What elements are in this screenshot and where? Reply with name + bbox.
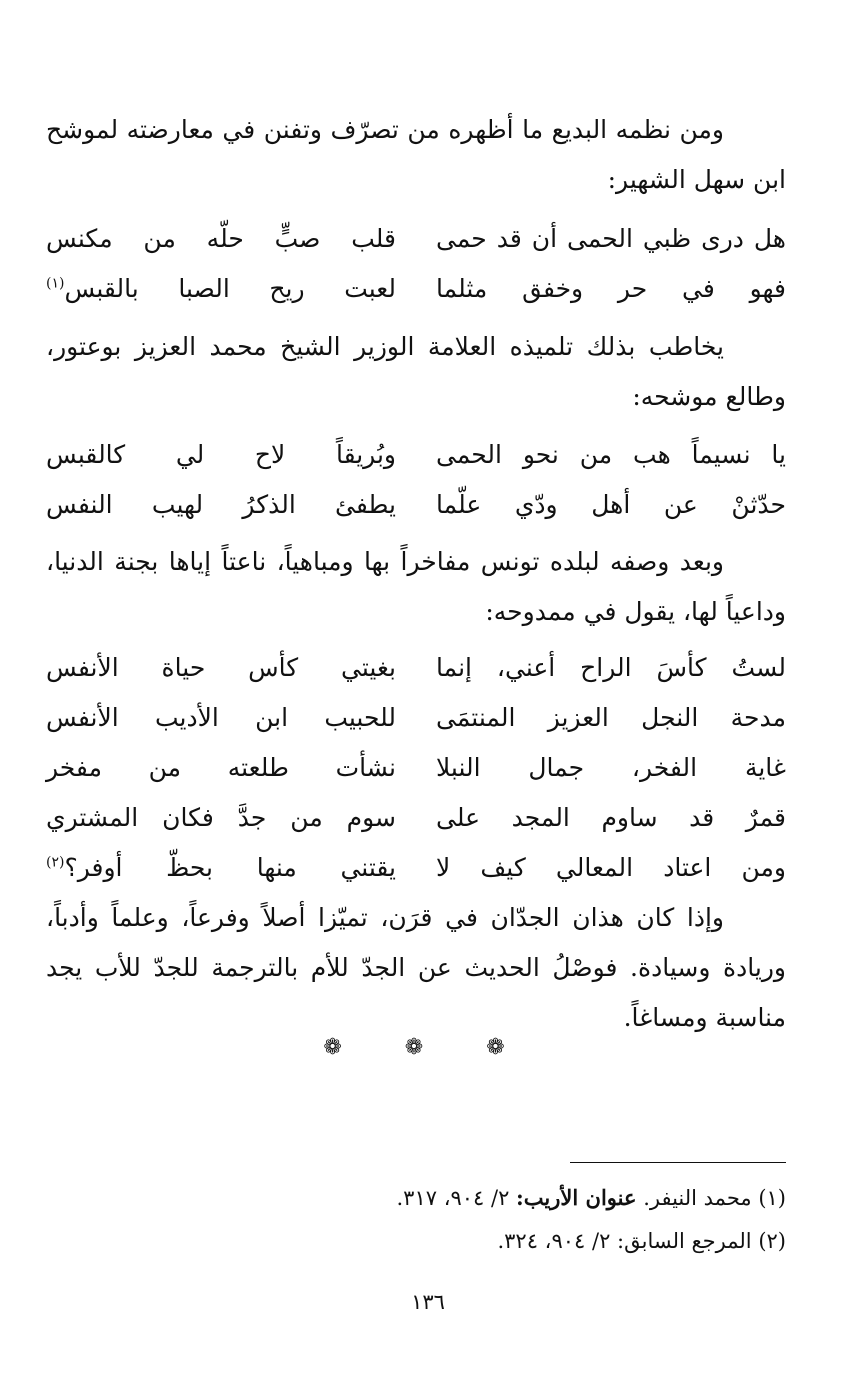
verse-hemistich-second: للحبيب ابن الأديب الأنفس: [46, 703, 396, 732]
verse-block-2: [46, 430, 786, 530]
verse-hemistich-first: لستُ كأسَ الراح أعني، إنما: [436, 653, 786, 682]
verse-line: [46, 480, 786, 530]
verse-hemistich-first: هل درى ظبي الحمى أن قد حمى: [436, 224, 786, 253]
paragraph-address: يخاطب بذلك تلميذه العلامة الوزير الشيخ محمد العزيز بوعتور، وطالع موشحه:: [46, 332, 786, 411]
verse-block-1: [46, 214, 786, 314]
footnote-author: محمد النيفر.: [643, 1186, 752, 1210]
verse-hemistich-first: ومن اعتاد المعالي كيف لا: [436, 853, 786, 882]
verse-hemistich-second: لعبت ريح الصبا بالقبس$^{(١)}$: [46, 274, 396, 303]
verse-line: [46, 430, 786, 480]
verse-line: [46, 693, 786, 743]
footnote-title: عنوان الأريب:: [516, 1185, 637, 1210]
section-separator-stars: ❁ ❁ ❁: [323, 1035, 533, 1060]
footnote-marker[interactable]: (٢): [46, 854, 65, 871]
verse-hemistich-second: يطفئ الذكرُ لهيب النفس: [46, 490, 396, 519]
verse-hemistich-first: فهو في حر وخفق مثلما: [436, 274, 786, 303]
verse-hemistich-second: يقتني منها بحظّ أوفر؟$^{(٢)}$: [46, 853, 396, 882]
footnote-1: [66, 1180, 786, 1216]
verse-hemistich-first: يا نسيماً هب من نحو الحمى: [436, 440, 786, 469]
footnote-2: [66, 1223, 786, 1259]
paragraph-conclusion: وإذا كان هذان الجدّان في قرَن، تميّزا أصلاً وفرعاً، وعلماً وأدباً، وريادة وسيادة. فوصْلُ الحديث عن الجدّ للأم بالترجمة للجدّ للأب يجد مناسبة ومساغاً.: [46, 903, 786, 1032]
footnote-reference: ٢/ ٩٠٤، ٣١٧.: [396, 1186, 510, 1210]
verse-hemistich-first: قمرٌ قد ساوم المجد على: [436, 803, 786, 832]
page-number: ١٣٦: [411, 1290, 445, 1314]
verse-line: [46, 843, 786, 893]
footnote-marker[interactable]: (١): [46, 275, 65, 292]
verse-hemistich-second: بغيتي كأس حياة الأنفس: [46, 653, 396, 682]
verse-line: [46, 264, 786, 314]
footnote-divider: [570, 1162, 786, 1163]
verse-hemistich-first: مدحة النجل العزيز المنتمَى: [436, 703, 786, 732]
verse-hemistich-first: حدّثنْ عن أهل ودّي علّما: [436, 490, 786, 519]
verse-hemistich-second: وبُريقاً لاح لي كالقبس: [46, 440, 396, 469]
paragraph-intro: ومن نظمه البديع ما أظهره من تصرّف وتفنن في معارضته لموشح ابن سهل الشهير:: [46, 115, 786, 194]
verse-line: [46, 643, 786, 693]
footnote-number: (٢): [758, 1229, 786, 1253]
verse-line: [46, 793, 786, 843]
verse-hemistich-second: سوم من جدَّ فكان المشتري: [46, 803, 396, 832]
verse-block-3: [46, 643, 786, 893]
paragraph-praise: وبعد وصفه لبلده تونس مفاخراً بها ومباهياً، ناعتاً إياها بجنة الدنيا، وداعياً لها، يقول في ممدوحه:: [46, 547, 786, 626]
verse-hemistich-second: قلب صبٍّ حلّه من مكنس: [46, 224, 396, 253]
verse-line: [46, 214, 786, 264]
footnote-reference: المرجع السابق: ٢/ ٩٠٤، ٣٢٤.: [497, 1229, 752, 1253]
verse-hemistich-first: غاية الفخر، جمال النبلا: [436, 753, 786, 782]
verse-line: [46, 743, 786, 793]
footnote-number: (١): [758, 1186, 786, 1210]
verse-hemistich-second: نشأت طلعته من مفخر: [46, 753, 396, 782]
